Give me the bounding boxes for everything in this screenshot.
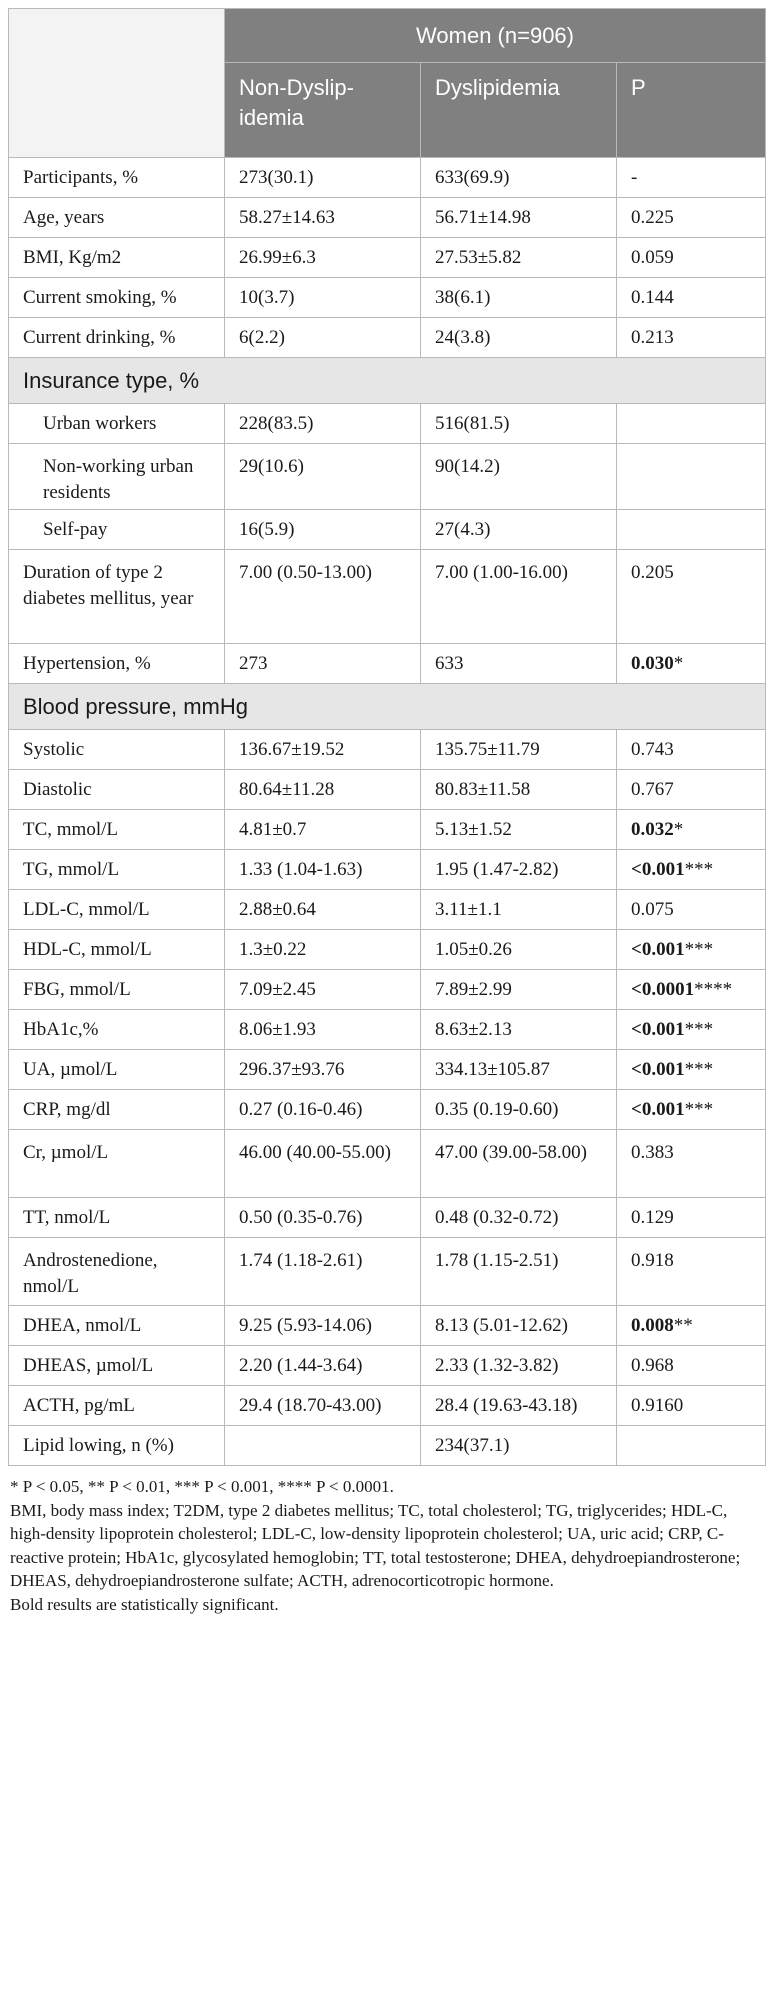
cell-dyslipidemia: 0.48 (0.32-0.72) <box>421 1198 617 1238</box>
cell-non-dyslipidemia: 1.3±0.22 <box>225 930 421 970</box>
row-label: TT, nmol/L <box>9 1198 225 1238</box>
cell-dyslipidemia: 633(69.9) <box>421 158 617 198</box>
significance-mark: * <box>673 652 684 674</box>
row-label: LDL-C, mmol/L <box>9 890 225 930</box>
p-value-bold: <0.0001 <box>631 978 695 1000</box>
table-row <box>9 730 766 770</box>
cell-dyslipidemia: 27(4.3) <box>421 510 617 550</box>
table-row <box>9 444 766 510</box>
p-value-bold: 0.030 <box>631 652 674 674</box>
table-row <box>9 510 766 550</box>
row-label: Diastolic <box>9 770 225 810</box>
p-value-bold: 0.032 <box>631 818 674 840</box>
table-row <box>9 930 766 970</box>
row-label: HbA1c,% <box>9 1010 225 1050</box>
header-blank-cell <box>9 9 225 158</box>
table-row <box>9 1426 766 1466</box>
row-label: BMI, Kg/m2 <box>9 238 225 278</box>
cell-non-dyslipidemia: 136.67±19.52 <box>225 730 421 770</box>
header-p-value: P <box>617 63 766 158</box>
cell-non-dyslipidemia: 29.4 (18.70-43.00) <box>225 1386 421 1426</box>
table-row <box>9 644 766 684</box>
table-row <box>9 1050 766 1090</box>
cell-non-dyslipidemia: 58.27±14.63 <box>225 198 421 238</box>
row-label: Systolic <box>9 730 225 770</box>
row-label: CRP, mg/dl <box>9 1090 225 1130</box>
cell-non-dyslipidemia: 273(30.1) <box>225 158 421 198</box>
cell-dyslipidemia: 8.13 (5.01-12.62) <box>421 1306 617 1346</box>
cell-non-dyslipidemia: 2.88±0.64 <box>225 890 421 930</box>
table-row <box>9 1238 766 1306</box>
significance-mark: *** <box>684 1058 714 1080</box>
cell-non-dyslipidemia <box>225 1426 421 1466</box>
cell-non-dyslipidemia: 0.50 (0.35-0.76) <box>225 1198 421 1238</box>
table-row <box>9 770 766 810</box>
cell-p <box>617 850 766 890</box>
cell-p <box>617 1010 766 1050</box>
table-footnotes <box>8 1475 765 1616</box>
cell-non-dyslipidemia: 7.00 (0.50-13.00) <box>225 550 421 644</box>
significance-mark: *** <box>684 1098 714 1120</box>
cell-non-dyslipidemia: 10(3.7) <box>225 278 421 318</box>
cell-p: - <box>617 158 766 198</box>
p-value-bold: 0.008 <box>631 1314 674 1336</box>
table-row <box>9 850 766 890</box>
cell-p: 0.9160 <box>617 1386 766 1426</box>
footnote-significance: * P < 0.05, ** P < 0.01, *** P < 0.001, **** P < 0.0001. <box>10 1477 394 1496</box>
cell-non-dyslipidemia: 1.74 (1.18-2.61) <box>225 1238 421 1306</box>
row-label: Participants, % <box>9 158 225 198</box>
cell-p: 0.767 <box>617 770 766 810</box>
row-label: Self-pay <box>9 510 225 550</box>
cell-dyslipidemia: 1.95 (1.47-2.82) <box>421 850 617 890</box>
cell-non-dyslipidemia: 2.20 (1.44-3.64) <box>225 1346 421 1386</box>
table-row <box>9 1198 766 1238</box>
significance-mark: *** <box>684 858 714 880</box>
cell-p: 0.075 <box>617 890 766 930</box>
row-label: DHEA, nmol/L <box>9 1306 225 1346</box>
row-label: Androstenedione, nmol/L <box>9 1238 225 1306</box>
cell-p <box>617 970 766 1010</box>
cell-non-dyslipidemia: 16(5.9) <box>225 510 421 550</box>
cell-p: 0.968 <box>617 1346 766 1386</box>
cell-non-dyslipidemia: 6(2.2) <box>225 318 421 358</box>
cell-p: 0.743 <box>617 730 766 770</box>
cell-p <box>617 510 766 550</box>
section-row-insurance <box>9 358 766 404</box>
cell-dyslipidemia: 516(81.5) <box>421 404 617 444</box>
section-row-blood-pressure <box>9 684 766 730</box>
document-page <box>8 8 765 1616</box>
section-title: Blood pressure, mmHg <box>9 684 766 730</box>
cell-non-dyslipidemia: 0.27 (0.16-0.46) <box>225 1090 421 1130</box>
cell-dyslipidemia: 56.71±14.98 <box>421 198 617 238</box>
table-row <box>9 810 766 850</box>
cell-dyslipidemia: 27.53±5.82 <box>421 238 617 278</box>
significance-mark: ** <box>673 1314 693 1336</box>
cell-non-dyslipidemia: 7.09±2.45 <box>225 970 421 1010</box>
cell-dyslipidemia: 90(14.2) <box>421 444 617 510</box>
row-label: Hypertension, % <box>9 644 225 684</box>
row-label: ACTH, pg/mL <box>9 1386 225 1426</box>
cell-dyslipidemia: 234(37.1) <box>421 1426 617 1466</box>
significance-mark: **** <box>694 978 733 1000</box>
cell-p: 0.205 <box>617 550 766 644</box>
cell-p: 0.059 <box>617 238 766 278</box>
table-row <box>9 278 766 318</box>
cell-p: 0.129 <box>617 1198 766 1238</box>
table-row <box>9 1306 766 1346</box>
cell-p <box>617 810 766 850</box>
row-label: Lipid lowing, n (%) <box>9 1426 225 1466</box>
cell-dyslipidemia: 1.78 (1.15-2.51) <box>421 1238 617 1306</box>
table-row <box>9 1130 766 1198</box>
row-label: Current drinking, % <box>9 318 225 358</box>
significance-mark: * <box>673 818 684 840</box>
table-row <box>9 198 766 238</box>
cell-p: 0.225 <box>617 198 766 238</box>
cell-non-dyslipidemia: 4.81±0.7 <box>225 810 421 850</box>
cell-p <box>617 1306 766 1346</box>
p-value-bold: <0.001 <box>631 858 685 880</box>
row-label: DHEAS, µmol/L <box>9 1346 225 1386</box>
cell-p: 0.144 <box>617 278 766 318</box>
cell-dyslipidemia: 7.00 (1.00-16.00) <box>421 550 617 644</box>
p-value-bold: <0.001 <box>631 1058 685 1080</box>
cell-non-dyslipidemia: 228(83.5) <box>225 404 421 444</box>
table-row <box>9 1010 766 1050</box>
table-row <box>9 158 766 198</box>
header-non-dyslipidemia: Non-Dyslip- idemia <box>225 63 421 158</box>
header-group-title: Women (n=906) <box>225 9 766 63</box>
women-dyslipidemia-table <box>8 8 766 1466</box>
cell-dyslipidemia: 5.13±1.52 <box>421 810 617 850</box>
p-value-bold: <0.001 <box>631 1098 685 1120</box>
row-label: TC, mmol/L <box>9 810 225 850</box>
table-row <box>9 970 766 1010</box>
cell-non-dyslipidemia: 46.00 (40.00-55.00) <box>225 1130 421 1198</box>
cell-non-dyslipidemia: 80.64±11.28 <box>225 770 421 810</box>
header-dyslipidemia: Dyslipidemia <box>421 63 617 158</box>
cell-p <box>617 644 766 684</box>
section-title: Insurance type, % <box>9 358 766 404</box>
row-label: Current smoking, % <box>9 278 225 318</box>
cell-p <box>617 444 766 510</box>
row-label: FBG, mmol/L <box>9 970 225 1010</box>
header-group-row <box>9 9 766 63</box>
footnote-bold: Bold results are statistically significant. <box>10 1594 279 1614</box>
cell-dyslipidemia: 2.33 (1.32-3.82) <box>421 1346 617 1386</box>
p-value-bold: <0.001 <box>631 938 685 960</box>
footnote-abbreviations: BMI, body mass index; T2DM, type 2 diabetes mellitus; TC, total cholesterol; TG, triglycerides; HDL-C, high-density lipoprotein cholesterol; LDL-C, low-density lipoprotein cholesterol; UA, uric acid; CRP, C-reactive protein; HbA1c, glycosylated hemoglobin; TT, total testosterone; DHEA, dehydroepiandrosterone; DHEAS, dehydroepiandrosterone sulfate; ACTH, adrenocorticotropic hormone. <box>10 1500 741 1590</box>
cell-dyslipidemia: 7.89±2.99 <box>421 970 617 1010</box>
cell-non-dyslipidemia: 1.33 (1.04-1.63) <box>225 850 421 890</box>
table-row <box>9 1090 766 1130</box>
cell-dyslipidemia: 8.63±2.13 <box>421 1010 617 1050</box>
row-label: TG, mmol/L <box>9 850 225 890</box>
cell-p <box>617 1090 766 1130</box>
p-value-bold: <0.001 <box>631 1018 685 1040</box>
cell-p: 0.213 <box>617 318 766 358</box>
table-row <box>9 1346 766 1386</box>
cell-dyslipidemia: 24(3.8) <box>421 318 617 358</box>
cell-non-dyslipidemia: 296.37±93.76 <box>225 1050 421 1090</box>
cell-non-dyslipidemia: 9.25 (5.93-14.06) <box>225 1306 421 1346</box>
row-label: Duration of type 2 diabetes mellitus, year <box>9 550 225 644</box>
cell-non-dyslipidemia: 26.99±6.3 <box>225 238 421 278</box>
cell-dyslipidemia: 135.75±11.79 <box>421 730 617 770</box>
row-label: Non-working urban residents <box>9 444 225 510</box>
cell-dyslipidemia: 334.13±105.87 <box>421 1050 617 1090</box>
table-row <box>9 1386 766 1426</box>
cell-p: 0.918 <box>617 1238 766 1306</box>
row-label: Age, years <box>9 198 225 238</box>
table-row <box>9 890 766 930</box>
cell-dyslipidemia: 3.11±1.1 <box>421 890 617 930</box>
cell-dyslipidemia: 633 <box>421 644 617 684</box>
row-label: Cr, µmol/L <box>9 1130 225 1198</box>
cell-non-dyslipidemia: 8.06±1.93 <box>225 1010 421 1050</box>
significance-mark: *** <box>684 938 714 960</box>
cell-non-dyslipidemia: 29(10.6) <box>225 444 421 510</box>
cell-p <box>617 930 766 970</box>
row-label: HDL-C, mmol/L <box>9 930 225 970</box>
table-row <box>9 404 766 444</box>
row-label: Urban workers <box>9 404 225 444</box>
cell-p: 0.383 <box>617 1130 766 1198</box>
cell-p <box>617 1426 766 1466</box>
cell-dyslipidemia: 0.35 (0.19-0.60) <box>421 1090 617 1130</box>
cell-dyslipidemia: 1.05±0.26 <box>421 930 617 970</box>
cell-dyslipidemia: 38(6.1) <box>421 278 617 318</box>
cell-p <box>617 404 766 444</box>
cell-non-dyslipidemia: 273 <box>225 644 421 684</box>
row-label: UA, µmol/L <box>9 1050 225 1090</box>
table-row <box>9 318 766 358</box>
table-row <box>9 550 766 644</box>
cell-p <box>617 1050 766 1090</box>
significance-mark: *** <box>684 1018 714 1040</box>
cell-dyslipidemia: 28.4 (19.63-43.18) <box>421 1386 617 1426</box>
cell-dyslipidemia: 80.83±11.58 <box>421 770 617 810</box>
cell-dyslipidemia: 47.00 (39.00-58.00) <box>421 1130 617 1198</box>
table-row <box>9 238 766 278</box>
